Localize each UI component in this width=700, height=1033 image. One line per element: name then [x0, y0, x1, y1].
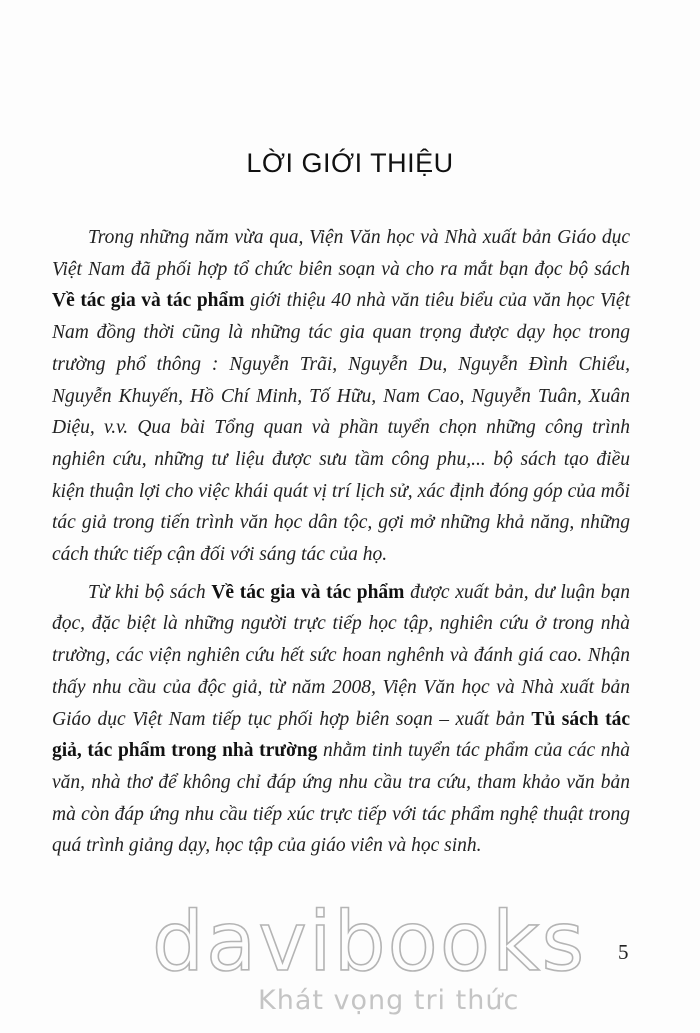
paragraph-1-text-a: Trong những năm vừa qua, Viện Văn học và Nhà xuất bản Giáo dục Việt Nam đã phối hợp tổ chức biên soạn và cho ra mắt bạn đọc bộ sách [52, 227, 630, 280]
paragraph-2-text-c: nhằm tinh tuyển tác phẩm của các nhà văn, nhà thơ để không chỉ đáp ứng nhu cầu tra cứu, tham khảo văn bản mà còn đáp ứng nhu cầu tiếp xúc trực tiếp với tác phẩm nghệ thuật trong quá trình giảng dạy, học tập của giáo viên và học sinh. [52, 740, 631, 857]
book-series-title: Về tác gia và tác phẩm [211, 581, 405, 603]
paragraph-2-text-a: Từ khi bộ sách [88, 581, 212, 603]
page-number: 5 [618, 940, 629, 964]
bookshelf-series-title: Tủ sách tác giả, tác phẩm trong nhà trường [52, 708, 630, 762]
book-series-title: Về tác gia và tác phẩm [52, 290, 245, 312]
page-heading: LỜI GIỚI THIỆU [246, 148, 454, 178]
body-text [52, 222, 630, 862]
watermark-tagline: Khát vọng tri thức [258, 985, 520, 1016]
paragraph-1-text-b: giới thiệu 40 nhà văn tiêu biểu của văn học Việt Nam đồng thời cũng là những tác gia quan trọng được dạy học trong trường phổ thông : Nguyễn Trãi, Nguyễn Du, Nguyễn Đình Chiểu, Nguyễn Khuyến, Hồ Chí Minh, Tố Hữu, Nam Cao, Nguyễn Tuân, Xuân Diệu, v.v. Qua bài Tổng quan và phần tuyển chọn những công trình nghiên cứu, những tư liệu được sưu tầm công phu,... bộ sách tạo điều kiện thuận lợi cho việc khái quát vị trí lịch sử, xác định đóng góp của mỗi tác giả trong tiến trình văn học dân tộc, gợi mở những khả năng, những cách thức tiếp cận đối với sáng tác của họ. [52, 290, 631, 566]
watermark-logo: davibooks [152, 895, 587, 990]
paragraph-2 [52, 577, 630, 862]
paragraph-1 [52, 222, 630, 571]
paragraph-2-text-b: được xuất bản, dư luận bạn đọc, đặc biệt là những người trực tiếp học tập, nghiên cứu ở trong nhà trường, các viện nghiên cứu hết sức hoan nghênh và đánh giá cao. Nhận thấy nhu cầu của độc giả, từ năm 2008, Viện Văn học và Nhà xuất bản Giáo dục Việt Nam tiếp tục phối hợp biên soạn – xuất bản [52, 581, 630, 730]
